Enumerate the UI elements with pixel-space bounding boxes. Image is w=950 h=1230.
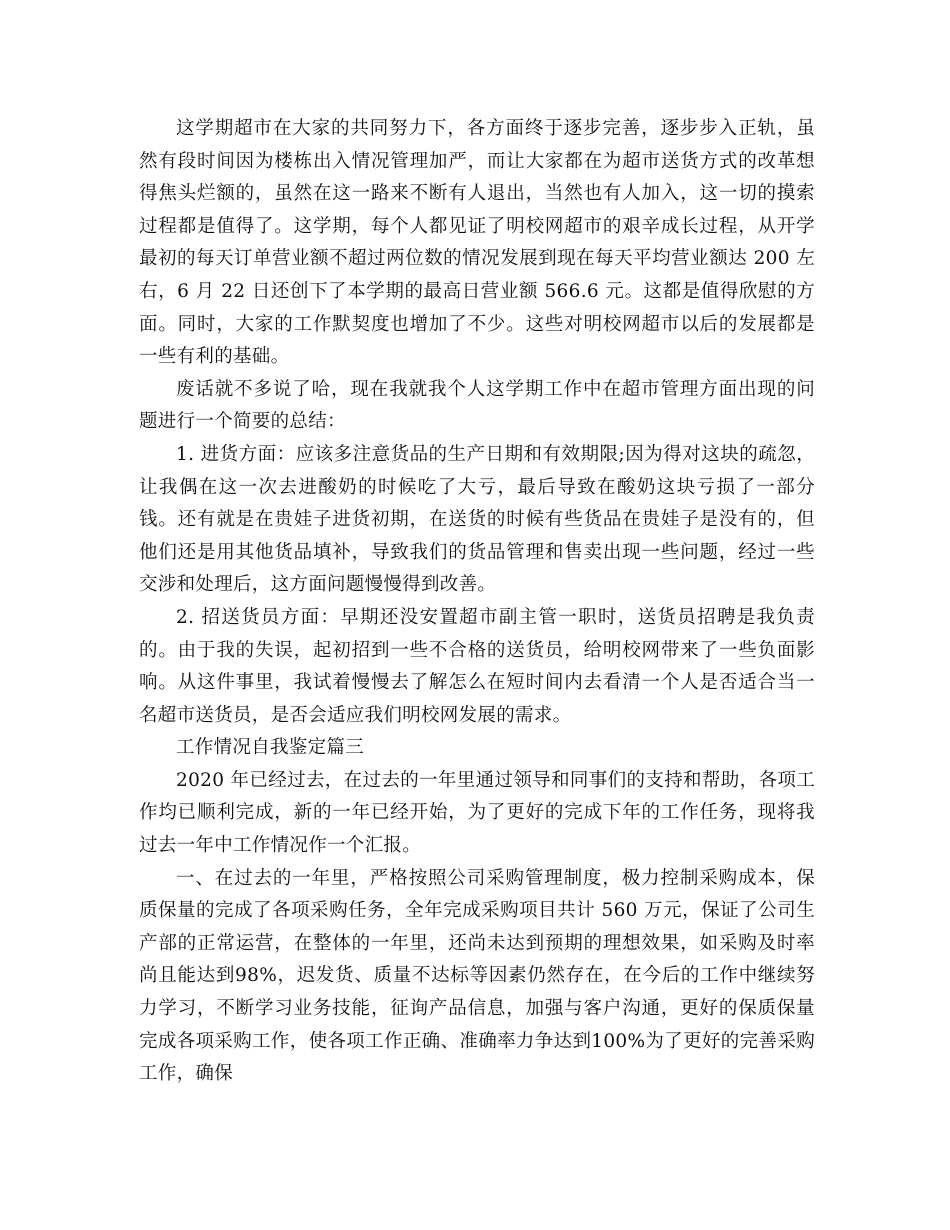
paragraph-intro-problems: 废话就不多说了哈，现在我就我个人这学期工作中在超市管理方面出现的问题进行一个简要的总结： [139,378,815,433]
document-body [139,113,815,1091]
paragraph-purchasing: 1. 进货方面：应该多注意货品的生产日期和有效期限;因为得对这块的疏忽，让我偶在这一次去进酸奶的时候吃了大亏，最后导致在酸奶这块亏损了一部分钱。还有就是在贵娃子进货初期，在送货的时候有些货品在贵娃子是没有的，但他们还是用其他货品填补，导致我们的货品管理和售卖出现一些问题，经过一些交涉和处理后，这方面问题慢慢得到改善。 [139,443,815,596]
paragraph-supermarket-summary: 这学期超市在大家的共同努力下，各方面终于逐步完善，逐步步入正轨，虽然有段时间因为楼栋出入情况管理加严，而让大家都在为超市送货方式的改革想得焦头烂额的，虽然在这一路来不断有人退出，当然也有人加入，这一切的摸索过程都是值得了。这学期，每个人都见证了明校网超市的艰辛成长过程，从开学最初的每天订单营业额不超过两位数的情况发展到现在每天平均营业额达 200 左右，6 月 22 日还创下了本学期的最高日营业额 566.6 元。这都是值得欣慰的方面。同时，大家的工作默契度也增加了不少。这些对明校网超市以后的发展都是一些有利的基础。 [139,118,815,368]
section-heading: 工作情况自我鉴定篇三 [176,737,365,759]
paragraph-year-review: 2020 年已经过去，在过去的一年里通过领导和同事们的支持和帮助，各项工作均已顺利完成，新的一年已经开始，为了更好的完成下年的工作任务，现将我过去一年中工作情况作一个汇报。 [139,769,815,857]
paragraph-hiring: 2. 招送货员方面：早期还没安置超市副主管一职时，送货员招聘是我负责的。由于我的失误，起初招到一些不合格的送货员，给明校网带来了一些负面影响。从这件事里，我试着慢慢去了解怎么在短时间内去看清一个人是否适合当一名超市送货员，是否会适应我们明校网发展的需求。 [139,606,815,726]
paragraph-procurement: 一、在过去的一年里，严格按照公司采购管理制度，极力控制采购成本，保质保量的完成了各项采购任务，全年完成采购项目共计 560 万元，保证了公司生产部的正常运营，在整体的一年里，还尚未达到预期的理想效果，如采购及时率尚且能达到98%，迟发货、质量不达标等因素仍然存在，在今后的工作中继续努力学习，不断学习业务技能，征询产品信息，加强与客户沟通，更好的保质保量完成各项采购工作，使各项工作正确、准确率力争达到100%为了更好的完善采购工作，确保 [139,867,815,1085]
